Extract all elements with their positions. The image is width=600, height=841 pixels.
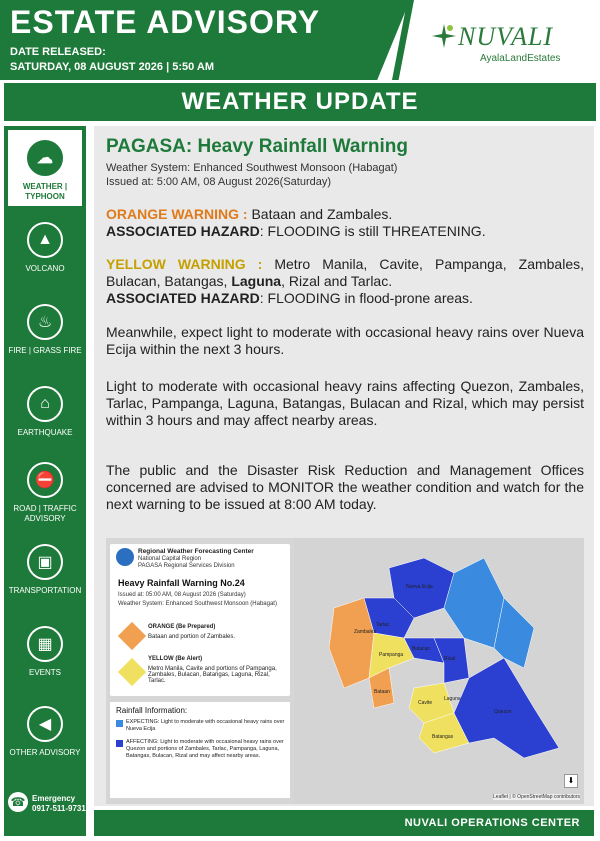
- map-label-quezon: Quezon: [494, 709, 512, 715]
- sidebar-item-transportation[interactable]: [8, 534, 82, 610]
- category-sidebar: [4, 126, 86, 836]
- orange-warning-block: [106, 206, 584, 240]
- warning-number: Heavy Rainfall Warning No.24: [118, 578, 245, 588]
- sidebar-item-earthquake[interactable]: [8, 376, 82, 452]
- megaphone-icon: ◀: [27, 706, 63, 742]
- logo-sub: AyalaLandEstates: [480, 53, 561, 64]
- map-label-rizal: Rizal: [444, 656, 456, 662]
- phone-icon: ☎: [8, 792, 28, 812]
- orange-areas: Bataan and Zambales.: [247, 206, 393, 222]
- sidebar-item-other[interactable]: [8, 696, 82, 772]
- light-rain-paragraph: Light to moderate with occasional heavy rains affecting Quezon, Zambales, Tarlac, Pampanga, Laguna, Batangas, Bulacan and Rizal, which may persist within 3 hours and may affect nearby areas.: [106, 378, 584, 428]
- weather-update-banner: WEATHER UPDATE: [4, 83, 596, 121]
- orange-desc: Bataan and portion of Zambales.: [148, 634, 236, 640]
- warning-info-panel: [110, 544, 290, 696]
- yellow-hazard: : FLOODING in flood-prone areas.: [259, 290, 473, 306]
- earthquake-icon: ⌂: [27, 386, 63, 422]
- sidebar-item-label: WEATHER | TYPHOON: [22, 182, 68, 201]
- yellow-warning-icon: [118, 658, 146, 686]
- header: [0, 0, 600, 80]
- map-label-tarlac: Tarlac: [376, 622, 390, 628]
- yellow-areas-end: , Rizal and Tarlac.: [281, 273, 393, 289]
- forecast-center-region: National Capital Region: [138, 556, 202, 562]
- logo-name: NUVALI: [458, 22, 554, 51]
- hazard-label: ASSOCIATED HAZARD: [106, 223, 260, 239]
- emergency-number: 0917-511-9731: [32, 804, 86, 813]
- sidebar-item-label: EARTHQUAKE: [17, 428, 73, 437]
- map-label-batangas: Batangas: [432, 734, 454, 740]
- expecting-text: EXPECTING: Light to moderate with occasional heavy rains over Nueva Ecija: [126, 719, 285, 732]
- sidebar-item-road[interactable]: [8, 452, 82, 528]
- bus-icon: ▣: [27, 544, 63, 580]
- affecting-swatch: [116, 740, 123, 747]
- sidebar-item-events[interactable]: [8, 616, 82, 692]
- map-label-cavite: Cavite: [418, 700, 433, 706]
- map-weather-system: Weather System: Enhanced Southwest Monsoon (Habagat): [118, 601, 277, 607]
- sidebar-item-label: EVENTS: [28, 668, 61, 677]
- yellow-areas-bold: Laguna: [231, 273, 282, 289]
- map-label-nueva-ecija: Nueva Ecija: [406, 584, 433, 590]
- map-attribution[interactable]: Leaflet | © OpenStreetMap contributors: [493, 794, 580, 800]
- meanwhile-paragraph: Meanwhile, expect light to moderate with occasional heavy rains over Nueva Ecija within the next 3 hours.: [106, 324, 584, 357]
- orange-level: ORANGE (Be Prepared): [148, 624, 216, 630]
- orange-hazard: : FLOODING is still THREATENING.: [259, 223, 486, 239]
- leaf-icon: [428, 20, 460, 52]
- sidebar-item-weather[interactable]: [8, 130, 82, 206]
- fire-icon: ♨: [27, 304, 63, 340]
- date-value: SATURDAY, 08 AUGUST 2026 | 5:50 AM: [10, 61, 214, 73]
- sidebar-item-label: OTHER ADVISORY: [9, 748, 81, 757]
- sidebar-item-label: VOLCANO: [25, 264, 65, 273]
- forecast-center-title: Regional Weather Forecasting Center: [138, 548, 254, 555]
- advisory-title: PAGASA: Heavy Rainfall Warning: [106, 136, 408, 157]
- orange-warning-label: ORANGE WARNING :: [106, 206, 248, 222]
- yellow-desc: Metro Manila, Cavite and portions of Pampanga, Zambales, Bulacan, Batangas, Laguna, Rizal, Tarlac.: [148, 666, 277, 684]
- pagasa-logo: [116, 548, 134, 566]
- volcano-icon: ▲: [27, 222, 63, 258]
- forecast-center-division: PAGASA Regional Services Division: [138, 563, 235, 569]
- rainfall-info-title: Rainfall Information:: [116, 706, 188, 715]
- yellow-areas: Metro Manila, Cavite, Pampanga, Zambales, Bulacan, Batangas,: [106, 256, 584, 289]
- date-label: DATE RELEASED:: [10, 46, 106, 58]
- weather-system: Weather System: Enhanced Southwest Monsoon (Habagat): [106, 162, 398, 174]
- operations-center-footer: NUVALI OPERATIONS CENTER: [94, 810, 594, 836]
- road-icon: ⛔: [27, 462, 63, 498]
- map-svg: [294, 538, 584, 804]
- map-label-laguna: Laguna: [444, 696, 461, 702]
- advisory-content: [94, 126, 594, 806]
- rainfall-info-panel: [110, 702, 290, 798]
- orange-warning-icon: [118, 622, 146, 650]
- map-label-bulacan: Bulacan: [412, 646, 431, 652]
- issued-time: Issued at: 5:00 AM, 08 August 2026(Saturday): [106, 176, 332, 188]
- rainfall-map-card: [106, 538, 584, 804]
- sidebar-item-label: ROAD | TRAFFIC ADVISORY: [13, 504, 77, 523]
- sidebar-item-label: TRANSPORTATION: [8, 586, 82, 595]
- yellow-warning-label: YELLOW WARNING :: [106, 256, 263, 272]
- page-title: ESTATE ADVISORY: [10, 4, 321, 40]
- hazard-label: ASSOCIATED HAZARD: [106, 290, 260, 306]
- sidebar-item-volcano[interactable]: [8, 212, 82, 288]
- sidebar-item-fire[interactable]: [8, 294, 82, 370]
- emergency-label: Emergency: [32, 794, 76, 803]
- map-label-zambales: Zambales: [354, 629, 376, 635]
- yellow-warning-block: [106, 256, 584, 307]
- sidebar-item-label: FIRE | GRASS FIRE: [8, 346, 82, 355]
- yellow-level: YELLOW (Be Alert): [148, 656, 203, 662]
- map-label-pampanga: Pampanga: [379, 652, 404, 658]
- affecting-text: AFFECTING: Light to moderate with occasional heavy rains over Quezon and portions of Zambales, Tarlac, Pampanga, Laguna, Batangas, Bulacan, Rizal and may affect nearby areas.: [126, 739, 284, 759]
- nuvali-logo: [428, 18, 588, 68]
- public-advice-paragraph: The public and the Disaster Risk Reduction and Management Offices concerned are advised to MONITOR the weather condition and watch for the next warning to be issued at 8:00 AM today.: [106, 462, 584, 512]
- map-label-bataan: Bataan: [374, 689, 390, 695]
- weather-icon: ☁: [27, 140, 63, 176]
- download-icon[interactable]: ⬇: [564, 774, 578, 788]
- map-issued: Issued at: 05:00 AM, 08 August 2026 (Saturday): [118, 592, 246, 598]
- expecting-swatch: [116, 720, 123, 727]
- rainfall-map[interactable]: [294, 538, 584, 804]
- calendar-icon: ▦: [27, 626, 63, 662]
